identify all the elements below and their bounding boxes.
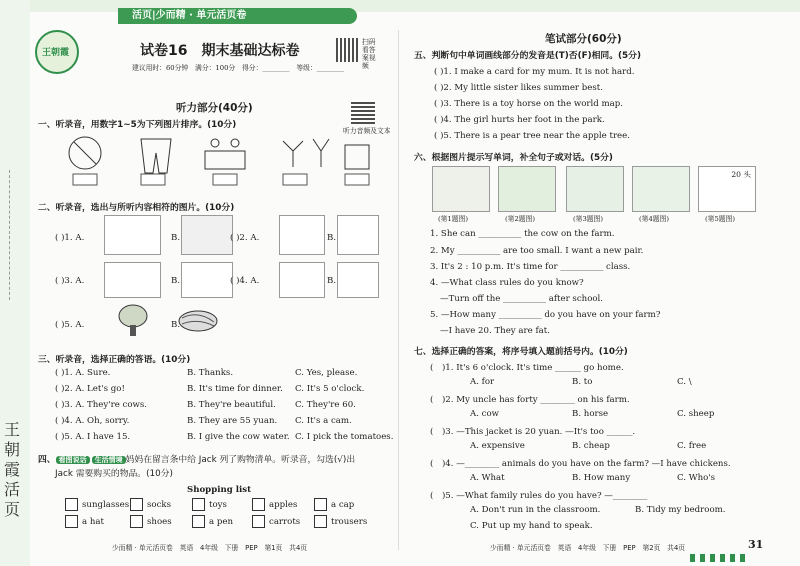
q4-tag-1: 看图说话 — [56, 456, 90, 464]
qr-label: 扫码看答案视频 — [362, 38, 376, 70]
q3-r5-a: ( )5. A. I have 15. — [55, 432, 131, 442]
series-banner: 活页|少而精 · 单元活页卷 — [118, 8, 357, 24]
q6-row3: 3. It's 2 : 10 p.m. It's time for __________ class. — [430, 262, 631, 272]
q6-row1: 1. She can __________ the cow on the farm. — [430, 229, 615, 239]
q6-label-5: (第5题图) — [705, 215, 736, 223]
q6-row2: 2. My __________ are too small. I want a new pair. — [430, 246, 644, 256]
teacher-picture — [345, 145, 369, 169]
q3-r2-c: C. It's 5 o'clock. — [295, 384, 365, 394]
q7-r1-c: C. \ — [677, 377, 692, 387]
q3-r3-b: B. They're beautiful. — [187, 400, 276, 410]
q2-row1-a2: ( )2. A. — [230, 233, 260, 243]
q3-title: 三、听录音，选择正确的答语。(10分) — [38, 355, 191, 365]
q6-row4b: —Turn off the __________ after school. — [440, 294, 604, 304]
q2-row3-a: ( )5. A. — [55, 320, 85, 330]
checkbox[interactable] — [65, 498, 78, 511]
checkbox[interactable] — [192, 515, 205, 528]
q2-row2-b: B. — [171, 276, 181, 286]
q6-picture-1-cow — [432, 166, 490, 212]
q5-title: 五、判断句中单词画线部分的发音是(T)否(F)相同。(5分) — [414, 51, 641, 61]
q7-r3-c: C. free — [677, 441, 707, 451]
q3-r1-a: ( )1. A. Sure. — [55, 368, 111, 378]
q2-2b-picture — [337, 215, 379, 255]
column-divider — [398, 30, 399, 550]
q4-tag-2: 生活情境 — [92, 456, 126, 464]
q7-r3-a: A. expensive — [470, 441, 525, 451]
q6-picture-4-light — [632, 166, 690, 212]
q2-1a-picture — [104, 215, 161, 255]
q7-r3-q: ( )3. —This jacket is 20 yuan. —It's too ______. — [430, 427, 636, 437]
shop-item-toys[interactable]: toys — [192, 498, 227, 511]
q7-r4-a: A. What — [470, 473, 505, 483]
q2-row1-b2: B. — [327, 233, 337, 243]
q2-row1-b: B. — [171, 233, 181, 243]
checkbox[interactable] — [252, 515, 265, 528]
shop-item-shoes[interactable]: shoes — [130, 515, 172, 528]
q2-row1-a: ( )1. A. — [55, 233, 85, 243]
q4-title-line2: Jack 需要购买的物品。(10分) — [55, 469, 173, 479]
q2-5a-tree-picture — [108, 303, 158, 339]
paper-title: 试卷16 期末基础达标卷 — [140, 43, 300, 59]
q7-r2-c: C. sheep — [677, 409, 715, 419]
writing-section-title: 笔试部分(60分) — [545, 33, 622, 45]
qr-code-audio[interactable] — [351, 100, 375, 124]
q7-r4-c: C. Who's — [677, 473, 716, 483]
shop-item-pen[interactable]: a pen — [192, 515, 233, 528]
q7-title: 七、选择正确的答案，将序号填入题前括号内。(10分) — [414, 347, 628, 357]
spine-text: 王朝霞活页 — [4, 420, 21, 519]
q3-r4-b: B. They are 55 yuan. — [187, 416, 278, 426]
q2-4a-picture — [279, 262, 325, 298]
q3-r1-c: C. Yes, please. — [295, 368, 358, 378]
bottom-decoration — [690, 554, 750, 562]
shopping-list-title: Shopping list — [187, 485, 252, 495]
shop-item-carrots[interactable]: carrots — [252, 515, 300, 528]
q4-title: 四、 看图说话 生活情境 妈妈在留言条中给 Jack 列了购物清单。听录音，勾选(√)出 — [38, 455, 356, 465]
q5-row4: ( )4. The girl hurts her foot in the park. — [434, 115, 605, 125]
q3-r2-b: B. It's time for dinner. — [187, 384, 283, 394]
shop-item-hat[interactable]: a hat — [65, 515, 104, 528]
q3-r4-a: ( )4. A. Oh, sorry. — [55, 416, 130, 426]
q7-r5-b: B. Tidy my bedroom. — [635, 505, 726, 515]
q3-r3-c: C. They're 60. — [295, 400, 356, 410]
checkbox[interactable] — [130, 498, 143, 511]
q2-5b-beans-picture — [176, 306, 220, 336]
q2-2a-picture — [279, 215, 325, 255]
checkbox[interactable] — [192, 498, 205, 511]
q7-r2-a: A. cow — [470, 409, 500, 419]
q6-label-4: (第4题图) — [639, 215, 670, 223]
q2-1b-picture — [181, 215, 233, 255]
q3-r5-c: C. I pick the tomatoes. — [295, 432, 394, 442]
q6-picture-2-shorts — [498, 166, 556, 212]
shop-item-cap[interactable]: a cap — [314, 498, 354, 511]
q3-r3-a: ( )3. A. They're cows. — [55, 400, 148, 410]
q3-r2-a: ( )2. A. Let's go! — [55, 384, 125, 394]
q7-r4-q: ( )4. —________ animals do you have on the farm? —I have chickens. — [430, 459, 731, 469]
binding-marks — [0, 170, 18, 300]
footer-right: 少而精 · 单元活页卷 英语 4年级 下册 PEP 第2页 共4页 — [490, 544, 686, 552]
q3-r5-b: B. I give the cow water. — [187, 432, 290, 442]
q2-3b-picture — [181, 262, 233, 298]
q6-picture-5-pig: 20 头 — [698, 166, 756, 212]
q5-row5: ( )5. There is a pear tree near the apple tree. — [434, 131, 630, 141]
q7-r4-b: B. How many — [572, 473, 631, 483]
classroom-picture — [205, 151, 245, 169]
q2-title: 二、听录音，选出与所听内容相符的图片。(10分) — [38, 203, 235, 213]
q6-row4: 4. —What class rules do you know? — [430, 278, 584, 288]
q1-picture-strip — [55, 131, 373, 187]
checkbox[interactable] — [252, 498, 265, 511]
checkbox[interactable] — [314, 498, 327, 511]
children-picture — [283, 139, 329, 167]
q6-row5b: —I have 20. They are fat. — [440, 326, 550, 336]
listening-section-title: 听力部分(40分) — [176, 102, 253, 114]
shop-item-apples[interactable]: apples — [252, 498, 297, 511]
q6-title: 六、根据图片提示写单词，补全句子或对话。(5分) — [414, 153, 613, 163]
q7-r1-q: ( )1. It's 6 o'clock. It's time ______ go home. — [430, 363, 624, 373]
q1-pictures — [55, 131, 373, 187]
q7-r1-b: B. to — [572, 377, 593, 387]
q6-picture-3-class — [566, 166, 624, 212]
q7-r5-q: ( )5. —What family rules do you have? —________ — [430, 491, 648, 501]
exam-meta: 建议用时：60分钟 满分：100分 得分：________ 等级：________ — [132, 64, 344, 72]
shop-item-trousers[interactable]: trousers — [314, 515, 367, 528]
page-number: 31 — [748, 538, 764, 551]
q7-r1-a: A. for — [470, 377, 495, 387]
qr-code-answers[interactable] — [336, 38, 360, 62]
q5-row2: ( )2. My little sister likes summer best. — [434, 83, 603, 93]
q1-title: 一、听录音，用数字1~5为下列图片排序。(10分) — [38, 120, 237, 130]
q7-r2-b: B. horse — [572, 409, 609, 419]
q5-row1: ( )1. I make a card for my mum. It is not hard. — [434, 67, 635, 77]
q2-row2-a: ( )3. A. — [55, 276, 85, 286]
q6-label-3: (第3题图) — [573, 215, 604, 223]
q7-r3-b: B. cheap — [572, 441, 610, 451]
qr2-label: 听力音频及文本 — [343, 127, 391, 135]
q2-row3-b: B. — [171, 320, 181, 330]
q6-label-1: (第1题图) — [438, 215, 469, 223]
q2-row2-a2: ( )4. A. — [230, 276, 260, 286]
q7-r2-q: ( )2. My uncle has forty ________ on his farm. — [430, 395, 630, 405]
q7-r5-a: A. Don't run in the classroom. — [470, 505, 601, 515]
brand-logo: 王朝霞 — [35, 30, 79, 74]
q3-r4-c: C. It's a cam. — [295, 416, 352, 426]
q6-label-2: (第2题图) — [505, 215, 536, 223]
q2-row2-b2: B. — [327, 276, 337, 286]
q2-3a-picture — [104, 262, 161, 298]
q2-4b-picture — [337, 262, 379, 298]
checkbox[interactable] — [65, 515, 78, 528]
checkbox[interactable] — [314, 515, 327, 528]
q6-row5: 5. —How many __________ do you have on your farm? — [430, 310, 661, 320]
q7-r5-c: C. Put up my hand to speak. — [470, 521, 593, 531]
shop-item-sunglasses[interactable]: sunglasses — [65, 498, 129, 511]
trousers-picture — [141, 139, 171, 173]
shop-item-socks[interactable]: socks — [130, 498, 171, 511]
checkbox[interactable] — [130, 515, 143, 528]
q5-row3: ( )3. There is a toy horse on the world map. — [434, 99, 624, 109]
footer-left: 少而精 · 单元活页卷 英语 4年级 下册 PEP 第1页 共4页 — [112, 544, 308, 552]
q3-r1-b: B. Thanks. — [187, 368, 234, 378]
